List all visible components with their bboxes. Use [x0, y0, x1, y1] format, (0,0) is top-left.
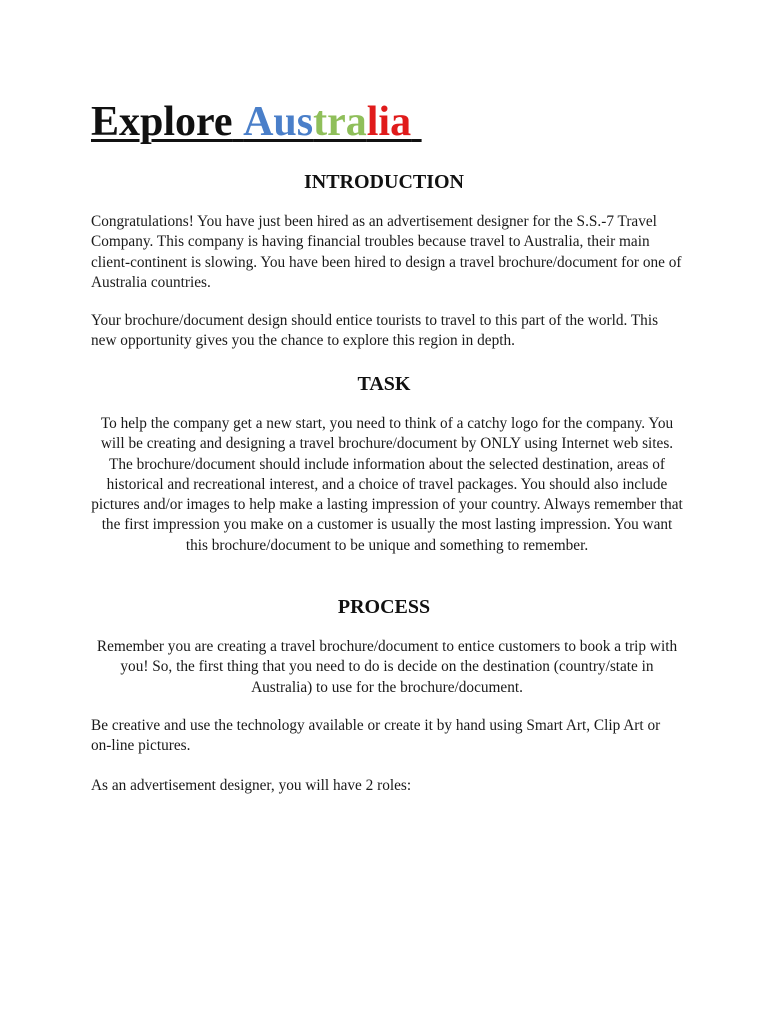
intro-paragraph-2: Your brochure/document design should entice tourists to travel to this part of the world. This new opportunity gives you the chance to explore this region in depth. [91, 312, 659, 350]
task-paragraph: To help the company get a new start, you need to think of a catchy logo for the company. You will be creating and designing a travel brochure/document by ONLY using Internet web sites. The brochure/document should include information about the selected destination, areas of historical and recreational interest, and a choice of travel packages. You should also include pictures and/or images to help make a lasting impression of your country. Always remember that the first impression you make on a customer is usually the most lasting impression. You want this brochure/document to be unique and something to remember. [91, 415, 683, 554]
title-segment: tra [313, 99, 367, 145]
title-segment [411, 99, 422, 145]
title-word-explore: Explore [91, 99, 233, 145]
heading-process: PROCESS [337, 596, 431, 618]
document-title [91, 96, 422, 148]
title-word-australia [243, 99, 422, 145]
heading-task: TASK [357, 373, 411, 395]
title-segment: Aus [243, 99, 314, 145]
process-paragraph-3: As an advertisement designer, you will have 2 roles: [91, 777, 412, 794]
intro-paragraph-1: Congratulations! You have just been hired as an advertisement designer for the S.S.-7 Travel Company. This company is having financial troubles because travel to Australia, their main client-continent is slowing. You have been hired to design a travel brochure/document for one of Australia countries. [91, 213, 682, 291]
title-space [233, 99, 244, 145]
process-paragraph-1: Remember you are creating a travel brochure/document to entice customers to book a trip with you! So, the first thing that you need to do is decide on the destination (country/state in Australia) to use for the brochure/document. [96, 638, 678, 696]
heading-introduction: INTRODUCTION [303, 171, 465, 193]
process-paragraph-2: Be creative and use the technology available or create it by hand using Smart Art, Clip Art or on-line pictures. [91, 717, 661, 755]
title-segment: lia [366, 99, 412, 145]
